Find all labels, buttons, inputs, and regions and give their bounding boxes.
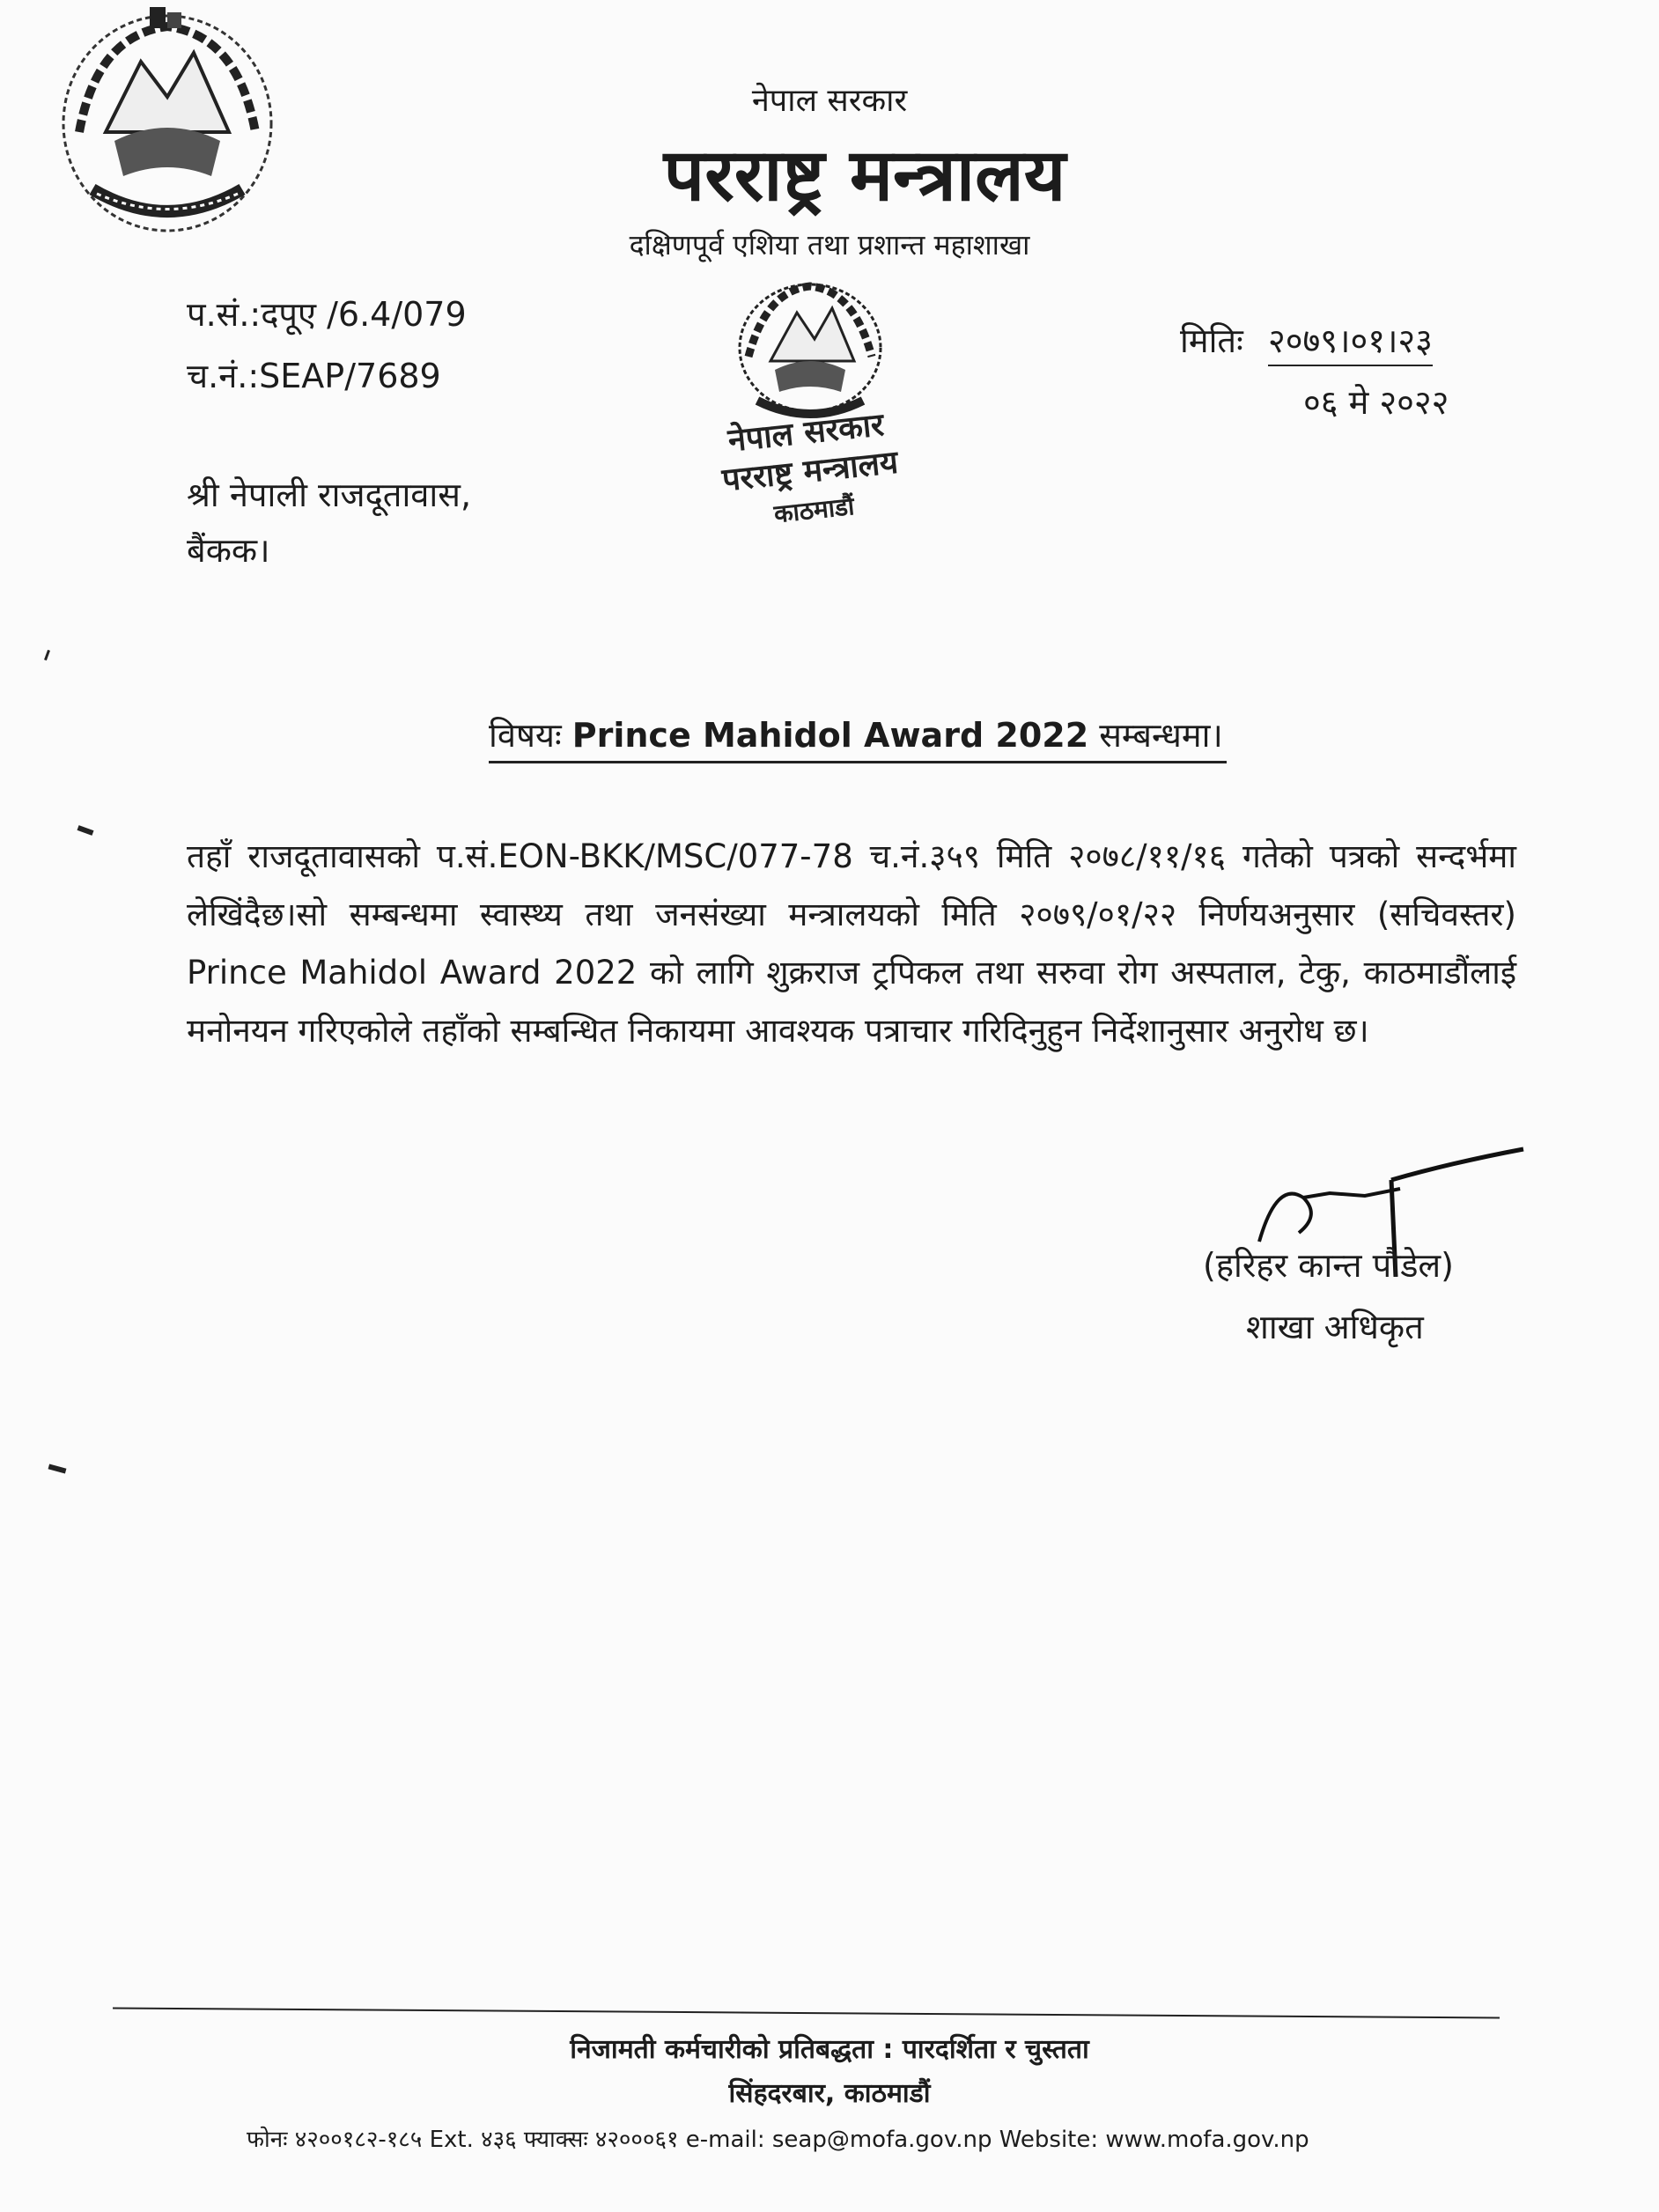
seal-line-2: परराष्ट्र मन्त्रालय (720, 444, 900, 499)
footer-address: सिंहदरबार, काठमाडौं (728, 2078, 931, 2109)
ministry-seal-text (673, 401, 947, 544)
subject-suffix: सम्बन्धमा। (1099, 716, 1223, 755)
letter-body: तहाँ राजदूतावासको प.सं.EON-BKK/MSC/077-78 च.नं.३५९ मिति २०७८/११/१६ गतेको पत्रको सन्दर्भमा लेखिंदैछ।सो सम्बन्धमा स्वास्थ्य तथा जनसंख्या मन्त्रालयको मिति २०७९/०१/२२ निर्णयअनुसार (सचिवस्तर) Prince Mahidol Award 2022 को लागि शुक्रराज ट्रपिकल तथा सरुवा रोग अस्पताल, टेकु, काठमाडौंलाई मनोनयन गरिएकोले तहाँको सम्बन्धित निकायमा आवश्यक पत्राचार गरिदिनुहुन निर्देशानुसार अनुरोध छ। (187, 837, 1516, 1050)
addressee-line-2: बैंकक। (187, 531, 270, 570)
scan-mark (48, 1464, 67, 1474)
subject-text: Prince Mahidol Award 2022 (571, 716, 1089, 755)
scan-mark (77, 825, 94, 836)
signatory-title: शाखा अधिकृत (1246, 1308, 1424, 1346)
subject-line (489, 712, 1227, 763)
dispatch-number: च.नं.:SEAP/7689 (187, 357, 441, 395)
subject-label: विषयः (489, 716, 562, 755)
date-ad: ०६ मे २०२२ (1303, 383, 1449, 422)
footer-motto: निजामती कर्मचारीको प्रतिबद्धता : पारदर्शिता र चुस्तता (570, 2034, 1089, 2065)
addressee-line-1: श्री नेपाली राजदूतावास, (187, 476, 472, 514)
date-bs: २०७९।०१।२३ (1268, 317, 1433, 366)
seal-line-1: नेपाल सरकार (726, 407, 886, 460)
letter-number: प.सं.:दपूए /6.4/079 (187, 295, 467, 334)
ministry-seal-icon (722, 277, 898, 423)
division-name: दक्षिणपूर्व एशिया तथा प्रशान्त महाशाखा (629, 228, 1030, 262)
signatory-name: (हरिहर कान्त पौडेल) (1203, 1246, 1455, 1285)
footer-contact: फोनः ४२००१८२-१८५ Ext. ४३६ फ्याक्सः ४२०००६१ e-mail: seap@mofa.gov.np Website: www.mofa.gov.np (247, 2127, 1309, 2153)
ministry-name: परराष्ट्र मन्त्रालय (663, 134, 1066, 218)
footer-divider (113, 2008, 1500, 2019)
scan-mark (44, 650, 50, 660)
seal-line-3: काठमाडौं (772, 491, 856, 529)
government-name: नेपाल सरकार (751, 83, 908, 119)
date-label: मितिः (1180, 321, 1243, 360)
